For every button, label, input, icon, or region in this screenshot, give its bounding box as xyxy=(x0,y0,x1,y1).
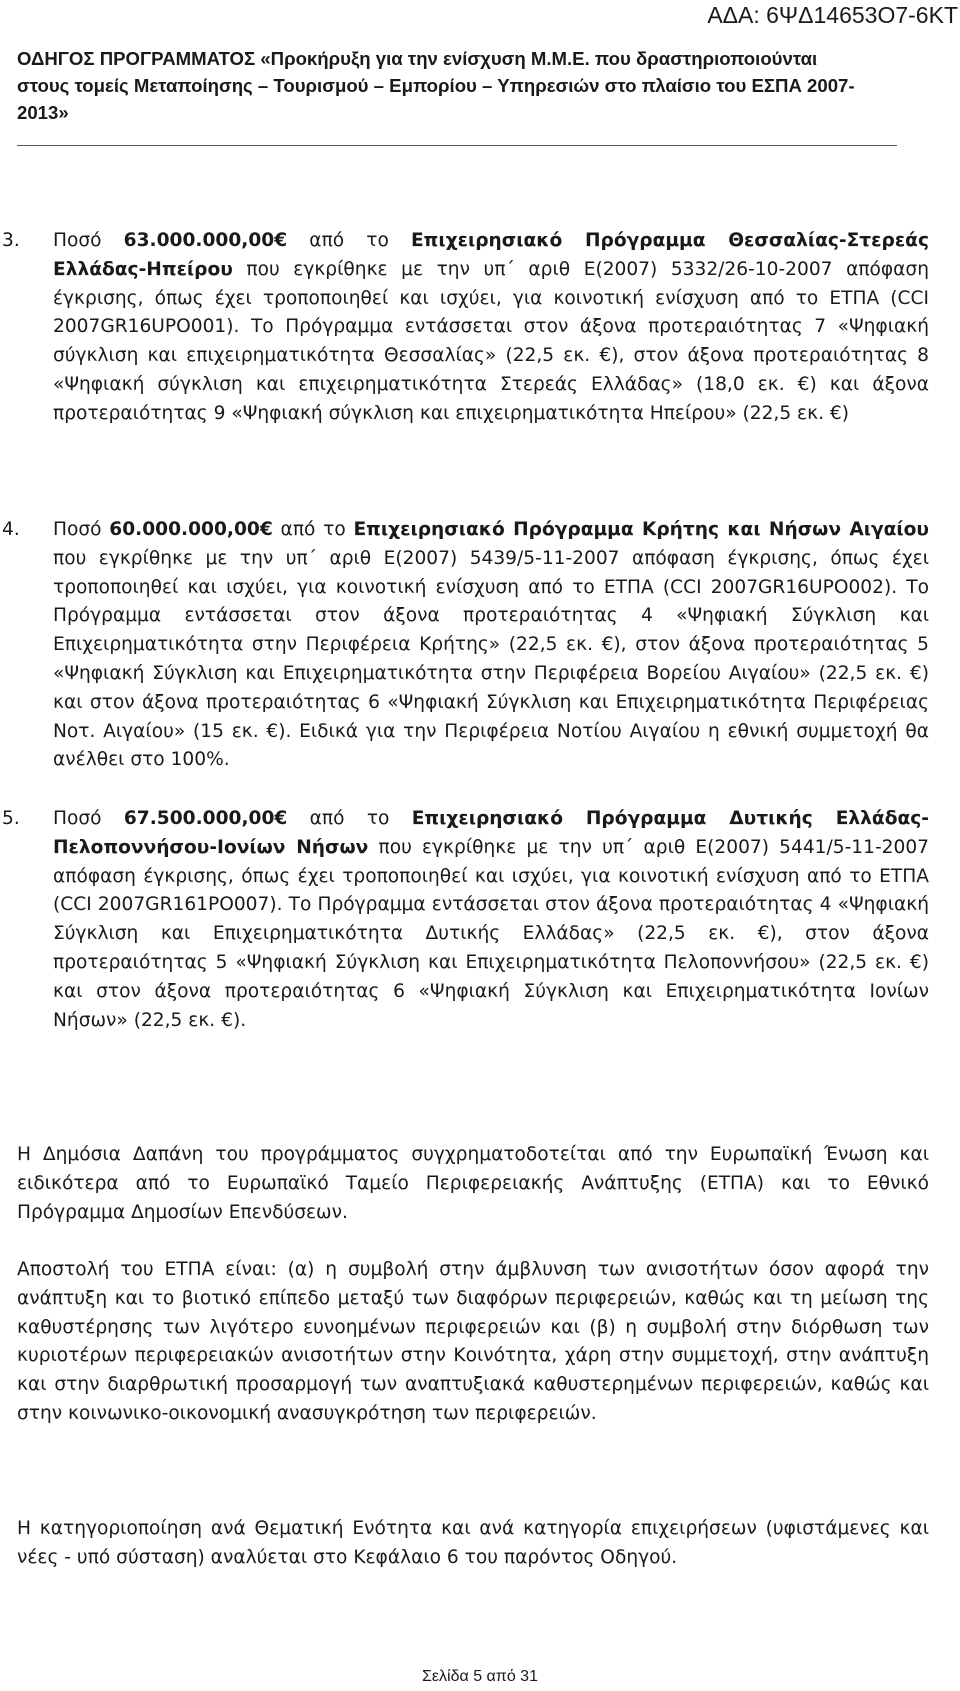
amount-prefix: Ποσό xyxy=(53,230,124,251)
list-item-body xyxy=(53,227,929,429)
amount-prefix: Ποσό xyxy=(53,808,124,829)
connector-text: από το xyxy=(272,519,354,540)
paragraph-cofinancing: Η Δημόσια Δαπάνη του προγράμματος συγχρηματοδοτείται από την Ευρωπαϊκή Ένωση και ειδικότερα από το Ευρωπαϊκό Ταμείο Περιφερειακής Ανάπτυξης (ΕΤΠΑ) και το Εθνικό Πρόγραμμα Δημοσίων Επενδύσεων. xyxy=(17,1144,929,1223)
guide-header-line: στους τομείς Μεταποίησης – Τουρισμού – Εμπορίου – Υπηρεσιών στο πλαίσιο του ΕΣΠΑ 2007- xyxy=(17,75,855,96)
list-item-number: 4. xyxy=(2,519,20,540)
amount: 60.000.000,00€ xyxy=(109,519,273,540)
connector-text: από το xyxy=(287,230,411,251)
list-item-number: 3. xyxy=(2,230,20,251)
list-item-body xyxy=(53,516,929,775)
item-text: που εγκρίθηκε με την υπ΄ αριθ Ε(2007) 5332/26-10-2007 απόφαση έγκρισης, όπως έχει τροποποιηθεί και ισχύει, για κοινοτική ενίσχυση από το ΕΤΠΑ (CCI 2007GR16UPO001). Το Πρόγραμμα εντάσσεται στον άξονα προτεραιότητας 7 «Ψηφιακή σύγκλιση και επιχειρηματικότητα Θεσσαλίας» (22,5 εκ. €), στον άξονα προτεραιότητας 8 «Ψηφιακή σύγκλιση και επιχειρηματικότητα Στερεάς Ελλάδας» (18,0 εκ. €) και άξονα προτεραιότητας 9 «Ψηφιακή σύγκλιση και επιχειρηματικότητα Ηπείρου» (22,5 εκ. €) xyxy=(53,258,929,424)
amount: 67.500.000,00€ xyxy=(123,808,288,829)
list-item-body xyxy=(53,805,929,1035)
paragraph-erdf-mission: Αποστολή του ΕΤΠΑ είναι: (α) η συμβολή στην άμβλυνση των ανισοτήτων όσον αφορά την ανάπτυξη και το βιοτικό επίπεδο μεταξύ των διαφόρων περιφερειών, καθώς και τη μείωση της καθυστέρησης των λιγότερο ευνοημένων περιφερειών και (β) η συμβολή στην διόρθωση των κυριοτέρων περιφερειακών ανισοτήτων στην Κοινότητα, χάρη στην συμμετοχή, στην ανάπτυξη και στην διαρθρωτική προσαρμογή των αναπτυξιακά καθυστερημένων περιφερειών, καθώς και στην κοινωνικο-οικονομική ανασυγκρότηση των περιφερειών. xyxy=(17,1259,929,1424)
program-name: Επιχειρησιακό Πρόγραμμα Κρήτης και Νήσων Αιγαίου xyxy=(353,519,929,540)
guide-header xyxy=(17,45,935,126)
item-text: που εγκρίθηκε με την υπ΄ αριθ Ε(2007) 5441/5-11-2007 απόφαση έγκρισης, όπως έχει τροποποιηθεί και ισχύει, για κοινοτική ενίσχυση από το ΕΤΠΑ (CCI 2007GR161PO007). Το Πρόγραμμα εντάσσεται στον άξονα προτεραιότητας 4 «Ψηφιακή Σύγκλιση και Επιχειρηματικότητα Δυτικής Ελλάδας» (22,5 εκ. €), στον άξονα προτεραιότητας 5 «Ψηφιακή Σύγκλιση και Επιχειρηματικότητα Πελοποννήσου» (22,5 εκ. €) και στον άξονα προτεραιότητας 6 «Ψηφιακή Σύγκλιση και Επιχειρηματικότητα Ιονίων Νήσων» (22,5 εκ. €). xyxy=(53,836,929,1031)
paragraph-categorization: Η κατηγοριοποίηση ανά Θεματική Ενότητα και ανά κατηγορία επιχειρήσεων (υφιστάμενες και νέες - υπό σύσταση) αναλύεται στο Κεφάλαιο 6 του παρόντος Οδηγού. xyxy=(17,1518,929,1568)
ada-code: ΑΔΑ: 6ΨΔ14653Ο7-6ΚΤ xyxy=(707,2,958,28)
page-number: Σελίδα 5 από 31 xyxy=(422,1668,538,1685)
amount: 63.000.000,00€ xyxy=(123,230,288,251)
guide-header-line: 2013» xyxy=(17,102,69,123)
list-item xyxy=(2,227,929,429)
amount-prefix: Ποσό xyxy=(53,519,110,540)
program-name: Επιχειρησιακό Πρόγραμμα Δυτικής Ελλάδας-Πελοποννήσου-Ιονίων Νήσων xyxy=(53,808,929,858)
program-name: Επιχειρησιακό Πρόγραμμα Θεσσαλίας-Στερεάς Ελλάδας-Ηπείρου xyxy=(53,230,929,280)
list-item xyxy=(2,805,929,1035)
guide-header-line: ΟΔΗΓΟΣ ΠΡΟΓΡΑΜΜΑΤΟΣ «Προκήρυξη για την ενίσχυση Μ.Μ.Ε. που δραστηριοποιούνται xyxy=(17,48,818,69)
item-text: που εγκρίθηκε με την υπ΄ αριθ Ε(2007) 5439/5-11-2007 απόφαση έγκρισης, όπως έχει τροποποιηθεί και ισχύει, για κοινοτική ενίσχυση από το ΕΤΠΑ (CCI 2007GR16UPO002). Το Πρόγραμμα εντάσσεται στον άξονα προτεραιότητας 4 «Ψηφιακή Σύγκλιση και Επιχειρηματικότητα στην Περιφέρεια Κρήτης» (22,5 εκ. €), στον άξονα προτεραιότητας 5 «Ψηφιακή Σύγκλιση και Επιχειρηματικότητα στην Περιφέρεια Βορείου Αιγαίου» (22,5 εκ. €) και στον άξονα προτεραιότητας 6 «Ψηφιακή Σύγκλιση και Επιχειρηματικότητα Περιφέρειας Νοτ. Αιγαίου» (15 εκ. €). Ειδικά για την Περιφέρεια Νοτίου Αιγαίου η εθνική συμμετοχή θα ανέλθει στο 100%. xyxy=(53,547,929,771)
list-item-number: 5. xyxy=(2,808,20,829)
header-divider xyxy=(17,145,897,146)
list-item xyxy=(2,516,929,775)
connector-text: από το xyxy=(287,808,412,829)
